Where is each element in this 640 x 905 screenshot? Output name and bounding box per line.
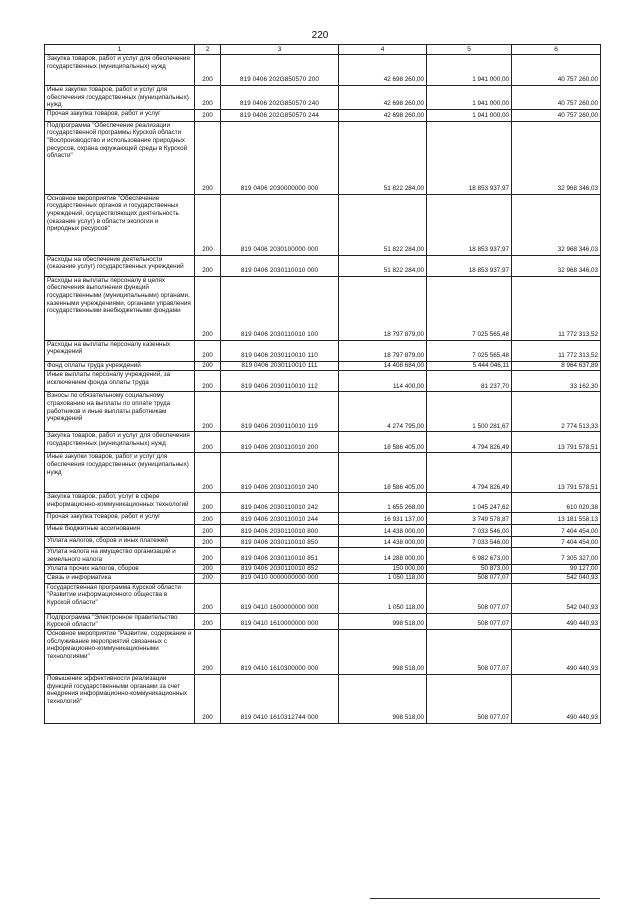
row-code: 200 <box>195 537 221 548</box>
table-row <box>45 121 601 194</box>
table-row <box>45 432 601 453</box>
table-row <box>45 629 601 674</box>
row-approved-amount: 18 586 405,00 <box>339 453 427 493</box>
row-approved-amount: 4 274 795,00 <box>339 392 427 432</box>
row-executed-amount: 81 237,70 <box>427 371 512 392</box>
row-executed-amount: 4 794 826,49 <box>427 453 512 493</box>
row-code: 200 <box>195 86 221 110</box>
row-remaining-amount: 2 774 513,33 <box>512 392 601 432</box>
row-code: 200 <box>195 525 221 537</box>
table-row <box>45 276 601 340</box>
row-classification-code: 819 0406 2030100000 000 <box>221 194 339 255</box>
table-row <box>45 255 601 276</box>
row-classification-code: 819 0406 2030110010 244 <box>221 513 339 525</box>
row-approved-amount: 14 288 000,00 <box>339 548 427 564</box>
row-code: 200 <box>195 276 221 340</box>
budget-table <box>44 44 601 724</box>
row-executed-amount: 6 982 673,00 <box>427 548 512 564</box>
row-remaining-amount: 33 162,30 <box>512 371 601 392</box>
row-classification-code: 819 0406 2030110010 850 <box>221 537 339 548</box>
row-code: 200 <box>195 340 221 361</box>
table-row <box>45 525 601 537</box>
row-label: Государственная программа Курской области "Развитие информационного общества в Курской области" <box>45 583 195 613</box>
row-approved-amount: 14 408 684,00 <box>339 361 427 371</box>
row-approved-amount: 14 438 000,00 <box>339 525 427 537</box>
row-classification-code: 819 0406 2030110010 851 <box>221 548 339 564</box>
row-label: Расходы на выплаты персоналу казенных учреждений <box>45 340 195 361</box>
row-approved-amount: 114 400,00 <box>339 371 427 392</box>
row-classification-code: 819 0406 2030110010 112 <box>221 371 339 392</box>
row-remaining-amount: 40 757 260,00 <box>512 109 601 121</box>
row-classification-code: 819 0406 2030110010 110 <box>221 340 339 361</box>
table-row <box>45 613 601 629</box>
row-executed-amount: 1 941 000,00 <box>427 109 512 121</box>
row-classification-code: 819 0406 2030110010 111 <box>221 361 339 371</box>
row-label: Иные бюджетные ассигнования <box>45 525 195 537</box>
row-remaining-amount: 7 404 454,00 <box>512 537 601 548</box>
row-classification-code: 819 0410 1610000000 000 <box>221 613 339 629</box>
row-executed-amount: 7 033 546,00 <box>427 525 512 537</box>
row-classification-code: 819 0410 1610312744 000 <box>221 674 339 723</box>
page-number: 220 <box>311 30 329 41</box>
row-code: 200 <box>195 361 221 371</box>
row-executed-amount: 508 077,07 <box>427 629 512 674</box>
table-row <box>45 564 601 574</box>
row-label: Фонд оплаты труда учреждений <box>45 361 195 371</box>
table-row <box>45 548 601 564</box>
row-classification-code: 819 0406 2030110010 000 <box>221 255 339 276</box>
row-approved-amount: 16 931 137,00 <box>339 513 427 525</box>
row-remaining-amount: 32 968 346,03 <box>512 121 601 194</box>
row-label: Основное мероприятие "Развитие, содержание и обслуживание мероприятий связанных с информационно-коммуникационными технологиями" <box>45 629 195 674</box>
row-approved-amount: 998 518,00 <box>339 629 427 674</box>
row-label: Прочая закупка товаров, работ и услуг <box>45 513 195 525</box>
table-row <box>45 574 601 584</box>
row-label: Закупка товаров, работ, услуг в сфере информационно-коммуникационных технологий <box>45 493 195 513</box>
row-code: 200 <box>195 674 221 723</box>
row-executed-amount: 508 077,07 <box>427 613 512 629</box>
row-remaining-amount: 32 968 346,03 <box>512 194 601 255</box>
row-remaining-amount: 7 305 327,00 <box>512 548 601 564</box>
row-approved-amount: 42 698 260,00 <box>339 109 427 121</box>
column-header: 3 <box>221 45 339 55</box>
row-remaining-amount: 11 772 313,52 <box>512 340 601 361</box>
table-row <box>45 361 601 371</box>
header-row <box>45 45 601 55</box>
row-executed-amount: 50 873,00 <box>427 564 512 574</box>
row-code: 200 <box>195 613 221 629</box>
row-classification-code: 819 0406 2030110010 852 <box>221 564 339 574</box>
table-row <box>45 453 601 493</box>
column-header: 4 <box>339 45 427 55</box>
row-code: 200 <box>195 583 221 613</box>
row-executed-amount: 508 077,07 <box>427 674 512 723</box>
row-label: Расходы на выплаты персоналу в целях обеспечения выполнения функций государственными (муниципальными) органами, казенными учреждениями, органами управления государственными внебюджетными фондами <box>45 276 195 340</box>
row-executed-amount: 1 941 000,00 <box>427 55 512 86</box>
table-row <box>45 392 601 432</box>
table-row <box>45 55 601 86</box>
row-label: Уплата налога на имущество организаций и земельного налога <box>45 548 195 564</box>
row-remaining-amount: 11 772 313,52 <box>512 276 601 340</box>
row-classification-code: 819 0410 1610300000 000 <box>221 629 339 674</box>
column-header: 5 <box>427 45 512 55</box>
row-remaining-amount: 7 404 454,00 <box>512 525 601 537</box>
column-header: 1 <box>45 45 195 55</box>
row-remaining-amount: 490 440,93 <box>512 613 601 629</box>
row-executed-amount: 5 444 046,11 <box>427 361 512 371</box>
row-executed-amount: 7 025 565,48 <box>427 340 512 361</box>
row-executed-amount: 3 749 578,87 <box>427 513 512 525</box>
row-approved-amount: 998 518,00 <box>339 613 427 629</box>
table-row <box>45 109 601 121</box>
table-row <box>45 674 601 723</box>
row-label: Связь и информатика <box>45 574 195 584</box>
row-remaining-amount: 13 181 558,13 <box>512 513 601 525</box>
row-executed-amount: 18 853 937,97 <box>427 121 512 194</box>
row-code: 200 <box>195 513 221 525</box>
row-label: Уплата прочих налогов, сборов <box>45 564 195 574</box>
row-remaining-amount: 32 968 346,03 <box>512 255 601 276</box>
row-code: 200 <box>195 629 221 674</box>
row-code: 200 <box>195 371 221 392</box>
row-executed-amount: 18 853 937,97 <box>427 194 512 255</box>
row-code: 200 <box>195 493 221 513</box>
column-header: 2 <box>195 45 221 55</box>
row-remaining-amount: 40 757 260,00 <box>512 55 601 86</box>
row-remaining-amount: 13 791 578,51 <box>512 453 601 493</box>
row-code: 200 <box>195 564 221 574</box>
row-executed-amount: 1 500 281,67 <box>427 392 512 432</box>
row-code: 200 <box>195 55 221 86</box>
row-code: 200 <box>195 574 221 584</box>
row-label: Иные выплаты персоналу учреждений, за исключением фонда оплаты труда <box>45 371 195 392</box>
row-remaining-amount: 542 040,93 <box>512 583 601 613</box>
row-code: 200 <box>195 548 221 564</box>
table-row <box>45 340 601 361</box>
row-approved-amount: 150 000,00 <box>339 564 427 574</box>
row-executed-amount: 1 045 247,62 <box>427 493 512 513</box>
row-approved-amount: 14 438 000,00 <box>339 537 427 548</box>
row-approved-amount: 1 050 118,00 <box>339 583 427 613</box>
row-code: 200 <box>195 109 221 121</box>
row-remaining-amount: 542 040,93 <box>512 574 601 584</box>
row-classification-code: 819 0406 2030000000 000 <box>221 121 339 194</box>
row-remaining-amount: 8 964 637,89 <box>512 361 601 371</box>
row-approved-amount: 42 698 260,00 <box>339 86 427 110</box>
row-label: Основное мероприятие "Обеспечение государственных органов и государственных учреждений, осуществляющих деятельность (оказание услуг) в области экологии и природных ресурсов" <box>45 194 195 255</box>
row-label: Уплата налогов, сборов и иных платежей <box>45 537 195 548</box>
table-row <box>45 537 601 548</box>
row-label: Подпрограмма "Обеспечение реализации государственной программы Курской области "Воспроизводство и использование природных ресурсов, охрана окружающей среды в Курской области" <box>45 121 195 194</box>
row-label: Повышение эффективности реализации функций государственными органами за счет внедрения информационно-коммуникационных технологий" <box>45 674 195 723</box>
row-label: Закупка товаров, работ и услуг для обеспечения государственных (муниципальных) нужд <box>45 432 195 453</box>
row-code: 200 <box>195 453 221 493</box>
row-remaining-amount: 610 020,38 <box>512 493 601 513</box>
row-classification-code: 819 0406 202G850570 200 <box>221 55 339 86</box>
column-header: 6 <box>512 45 601 55</box>
row-classification-code: 819 0410 1600000000 000 <box>221 583 339 613</box>
row-classification-code: 819 0406 2030110010 200 <box>221 432 339 453</box>
row-code: 200 <box>195 392 221 432</box>
row-classification-code: 819 0406 202G850570 244 <box>221 109 339 121</box>
row-remaining-amount: 99 127,00 <box>512 564 601 574</box>
row-executed-amount: 7 033 546,00 <box>427 537 512 548</box>
row-remaining-amount: 490 440,93 <box>512 629 601 674</box>
row-approved-amount: 42 698 260,00 <box>339 55 427 86</box>
row-remaining-amount: 13 791 578,51 <box>512 432 601 453</box>
row-label: Прочая закупка товаров, работ и услуг <box>45 109 195 121</box>
table-row <box>45 371 601 392</box>
row-executed-amount: 508 077,07 <box>427 583 512 613</box>
row-approved-amount: 1 655 268,00 <box>339 493 427 513</box>
row-approved-amount: 18 797 879,00 <box>339 276 427 340</box>
row-label: Иные закупки товаров, работ и услуг для обеспечения государственных (муниципальных) нужд <box>45 86 195 110</box>
row-code: 200 <box>195 121 221 194</box>
row-approved-amount: 18 797 879,00 <box>339 340 427 361</box>
row-label: Закупка товаров, работ и услуг для обеспечения государственных (муниципальных) нужд <box>45 55 195 86</box>
row-classification-code: 819 0410 0000000000 000 <box>221 574 339 584</box>
table-row <box>45 493 601 513</box>
row-classification-code: 819 0406 2030110010 240 <box>221 453 339 493</box>
row-label: Взносы по обязательному социальному страхованию на выплаты по оплате труда работников и иные выплаты работникам учреждений <box>45 392 195 432</box>
row-approved-amount: 51 822 284,00 <box>339 194 427 255</box>
row-classification-code: 819 0406 2030110010 119 <box>221 392 339 432</box>
row-executed-amount: 4 794 826,49 <box>427 432 512 453</box>
table-row <box>45 513 601 525</box>
table-row <box>45 194 601 255</box>
row-approved-amount: 51 822 284,00 <box>339 121 427 194</box>
row-remaining-amount: 490 440,93 <box>512 674 601 723</box>
row-executed-amount: 1 941 000,00 <box>427 86 512 110</box>
row-label: Иные закупки товаров, работ и услуг для обеспечения государственных (муниципальных) нужд <box>45 453 195 493</box>
row-classification-code: 819 0406 2030110010 100 <box>221 276 339 340</box>
row-code: 200 <box>195 255 221 276</box>
row-classification-code: 819 0406 2030110010 800 <box>221 525 339 537</box>
row-classification-code: 819 0406 202G850570 240 <box>221 86 339 110</box>
row-executed-amount: 7 025 565,48 <box>427 276 512 340</box>
row-executed-amount: 508 077,07 <box>427 574 512 584</box>
table-row <box>45 583 601 613</box>
row-label: Расходы на обеспечение деятельности (оказание услуг) государственных учреждений <box>45 255 195 276</box>
row-approved-amount: 1 050 118,00 <box>339 574 427 584</box>
row-classification-code: 819 0406 2030110010 242 <box>221 493 339 513</box>
row-label: Подпрограмма "Электронное правительство Курской области" <box>45 613 195 629</box>
footer-rule <box>370 898 600 899</box>
row-approved-amount: 18 586 405,00 <box>339 432 427 453</box>
row-code: 200 <box>195 432 221 453</box>
row-executed-amount: 18 853 937,97 <box>427 255 512 276</box>
row-approved-amount: 998 518,00 <box>339 674 427 723</box>
table-row <box>45 86 601 110</box>
row-approved-amount: 51 822 284,00 <box>339 255 427 276</box>
row-code: 200 <box>195 194 221 255</box>
row-remaining-amount: 40 757 260,00 <box>512 86 601 110</box>
